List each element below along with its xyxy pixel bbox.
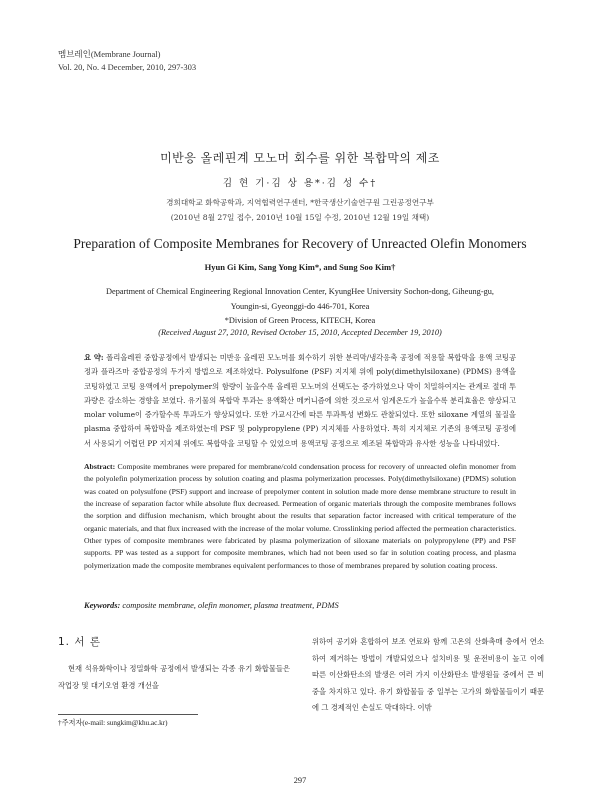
- korean-received: (2010년 8월 27일 접수, 2010년 10월 15일 수정, 2010년 12월 19일 채택): [170, 213, 430, 222]
- korean-abstract: [84, 351, 516, 451]
- section-title: 1. 서 론: [58, 636, 101, 648]
- korean-affiliation: 경희대학교 화학공학과, 지역협력연구센터, *한국생산기술연구원 그린공정연구부: [166, 198, 434, 207]
- page-number: 297: [293, 776, 307, 785]
- korean-abstract-text: 폴리올레핀 중합공정에서 발생되는 미반응 올레핀 모노머를 회수하기 위한 분리막/냉각응축 공정에 적용할 복합막을 용액 코팅공정과 플라즈마 중합공정의 두가지 방법으로 제조하였다. Polysulfone (PSF) 지지체 위에 poly(dimethylsiloxane) (PDMS) 용액을 코팅하였고 코팅 용액에서 prepolymer의 함량이 높을수록 올레핀 모노머의 선택도는 증가하였으나 막이 치밀하여지는 관계로 절대 투과량은 감소하는 경향을 보였다. 유기물의 복합막 투과는 용액확산 메커니즘에 의한 것으로서 임계온도가 높을수록 분리효율은 향상되고 molar volume이 증가할수록 투과도가 향상되었다. 또한 가교시간에 따른 투과특성 변화도 관찰되었다. 또한 siloxane 계열의 물질을 plasma 중합하여 복합막을 제조하였는데 PSF 및 polypropylene (PP) 지지체를 사용하였다. 특히 지지체로 기존의 용액코팅 공정에서 사용되기 어렵던 PP 지지체 위에도 복합막을 코팅할 수 있었으며 용액코팅 공정으로 제조된 복합막과 유사한 성능을 나타내었다.: [84, 353, 516, 448]
- english-affiliation-line-1: Department of Chemical Engineering Regional Innovation Center, KyungHee University Sochon-dong, Giheung-gu,: [106, 287, 494, 296]
- journal-issue: Vol. 20, No. 4 December, 2010, 297-303: [58, 62, 197, 72]
- keywords: [84, 601, 516, 610]
- journal-header: [58, 48, 196, 74]
- korean-title: 미반응 올레핀계 모노머 회수를 위한 복합막의 제조: [160, 151, 440, 165]
- left-column-text: [58, 661, 290, 694]
- right-column-text: 위하여 공기와 혼합하여 보조 연료와 함께 고온의 산화촉매 층에서 연소하여 제거하는 방법이 개발되었으나 설치비용 및 운전비용이 높고 이에 따른 이산화탄소의 발생은 여러 가지 이산화탄소 발생원들 중에서 큰 비중을 차지하고 있다. 유기 화합물들 중 일부는 고가의 화합물들이기 때문에 그 경제적인 손실도 막대하다. 이밖: [312, 637, 544, 713]
- english-authors: Hyun Gi Kim, Sang Yong Kim*, and Sung Soo Kim†: [204, 262, 396, 272]
- english-abstract-text: Composite membranes were prepared for membrane/cold condensation process for recovery of unreacted olefin monomer from the polyolefin polymerization process by solution coating and plasma polymerization processes. Poly(dimethylsiloxane) (PDMS) solution was coated on polysulfone (PSF) support and increase of prepolymer content in solution made more dense membrane structure to result in the increase of separation factor while absolute flux decreased. Permeation of organic materials through the composite membranes follows the sorption and diffusion mechanism, which brought about the results that separation factor increased with critical temperature of the organic materials, and that flux increased with the increase of the molar volume. Crosslinking period affected the permeation characteristics. Other types of composite membranes were fabricated by plasma polymerization of siloxane materials on polypropylene (PP) and PSF supports. PP was tested as a support for composite membranes, which had not been used so far in solution coating process, and plasma polymerization made the composite membranes equivalent performances to those of membranes prepared by solution coating process.: [84, 462, 516, 570]
- korean-affiliation-block: [0, 195, 600, 225]
- keywords-text: composite membrane, olefin monomer, plasma treatment, PDMS: [122, 601, 339, 610]
- korean-authors: 김 현 기·김 상 용*·김 성 수†: [222, 178, 378, 189]
- english-affiliation-block: [0, 285, 600, 329]
- english-affiliation-line-2: Youngin-si, Gyeonggi-do 446-701, Korea: [230, 301, 370, 311]
- korean-abstract-label: 요 약:: [84, 353, 104, 362]
- english-affiliation-line-3: *Division of Green Process, KITECH, Korea: [224, 316, 376, 325]
- keywords-label: Keywords:: [84, 601, 121, 610]
- english-abstract: [84, 461, 516, 572]
- english-abstract-label: Abstract:: [84, 462, 116, 471]
- left-column-body: 현재 석유화학이나 정밀화학 공정에서 발생되는 각종 유기 화합물들은 작업장 및 대기오염 환경 개선을: [58, 664, 290, 690]
- english-title: Preparation of Composite Membranes for Recovery of Unreacted Olefin Monomers: [73, 236, 527, 251]
- footnote-divider: [58, 714, 198, 715]
- journal-name: 멤브레인(Membrane Journal): [58, 49, 161, 59]
- english-received: (Received August 27, 2010, Revised October 15, 2010, Accepted December 19, 2010): [158, 328, 442, 337]
- footnote: †주저자(e-mail: sungkim@khu.ac.kr): [58, 719, 168, 727]
